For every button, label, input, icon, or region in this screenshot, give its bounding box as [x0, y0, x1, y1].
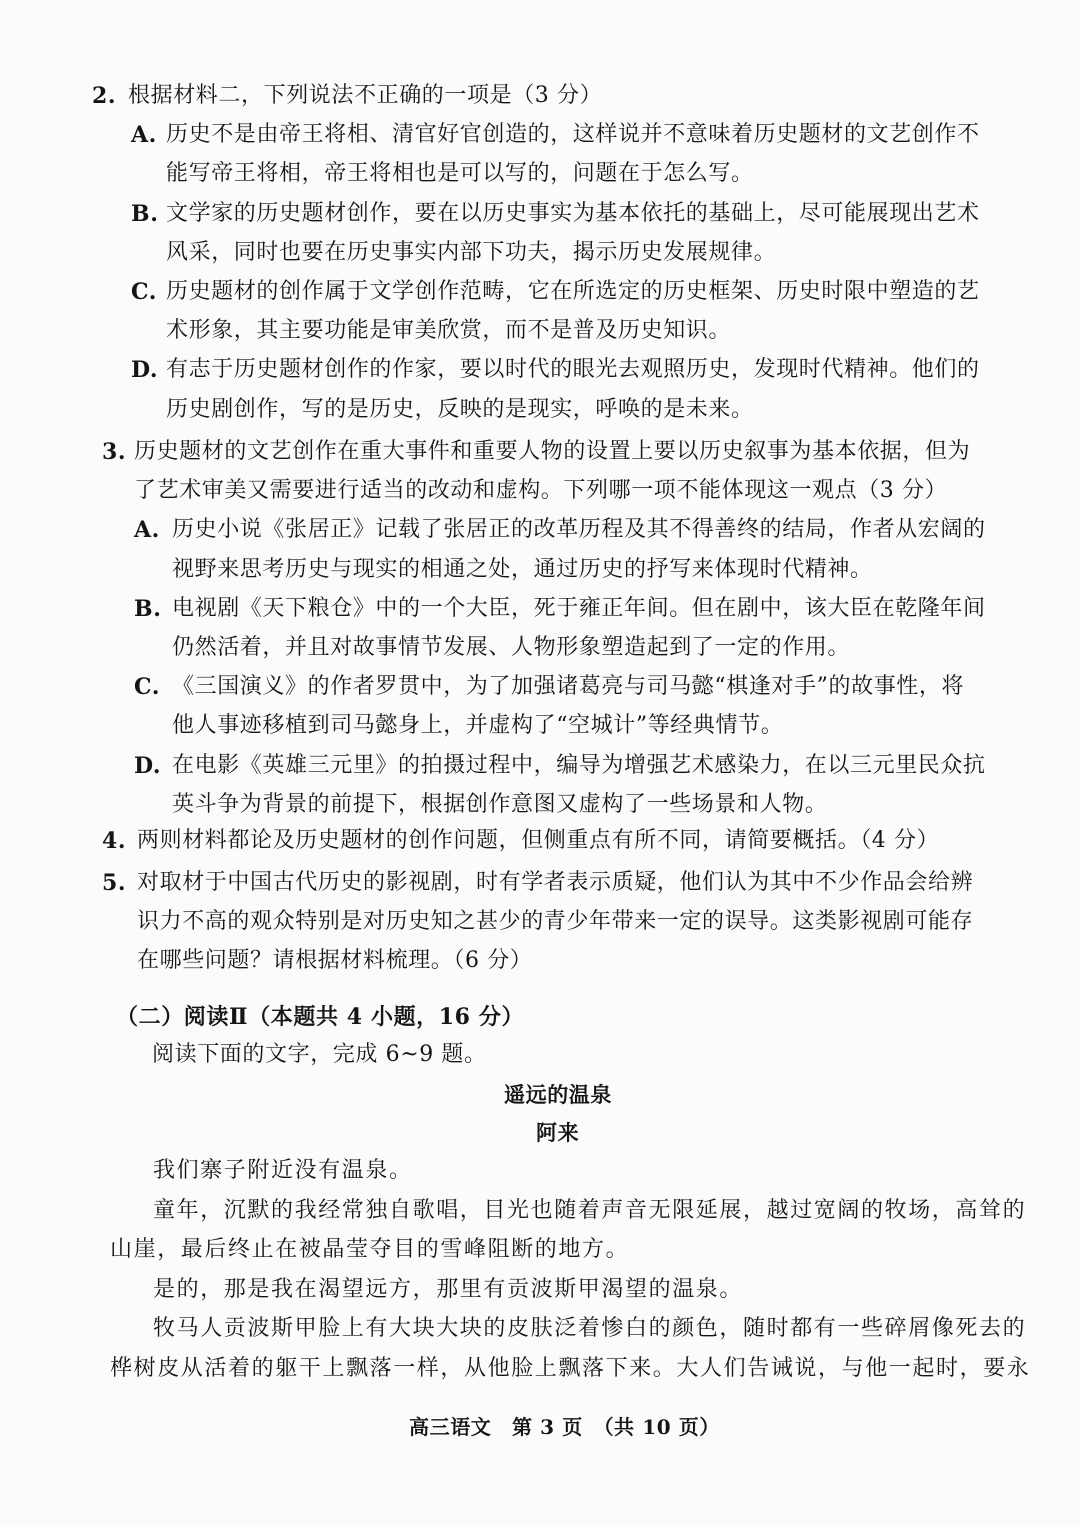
option-text-line: 历史剧创作，写的是历史，反映的是现实，呼唤的是未来。	[166, 396, 754, 422]
passage-line: 山崖，最后终止在被晶莹夺目的雪峰阻断的地方。	[110, 1237, 630, 1262]
option-text-line: 视野来思考历史与现实的相通之处，通过历史的抒写来体现时代精神。	[172, 556, 873, 582]
question-stem-line: 根据材料二，下列说法不正确的一项是（3 分）	[128, 83, 603, 108]
question-stem-line: 识力不高的观众特别是对历史知之甚少的青少年带来一定的误导。这类影视剧可能存	[137, 909, 974, 935]
option-text-line: 电视剧《天下粮仓》中的一个大臣，死于雍正年间。但在剧中，该大臣在乾隆年间	[172, 595, 986, 621]
option-text-line: 能写帝王将相，帝王将相也是可以写的，问题在于怎么写。	[166, 161, 754, 187]
option-letter: C.	[131, 279, 157, 305]
option-text-line: 风采，同时也要在历史事实内部下功夫，揭示历史发展规律。	[166, 239, 777, 265]
option-text-line: 历史不是由帝王将相、清官好官创造的，这样说并不意味着历史题材的文艺创作不	[166, 122, 980, 148]
option-letter: B.	[134, 595, 162, 622]
question-number: 2.	[92, 83, 117, 109]
option-text-line: 历史题材的创作属于文学创作范畴，它在所选定的历史框架、历史时限中塑造的艺	[166, 279, 980, 304]
question-stem-line: 了艺术审美又需要进行适当的改动和虚构。下列哪一项不能体现这一观点（3 分）	[134, 478, 948, 504]
passage-title: 遥远的温泉	[504, 1082, 612, 1107]
passage-line: 桦树皮从活着的躯干上飘落一样，从他脸上飘落下来。大人们告诫说，与他一起时，要永	[110, 1355, 1031, 1381]
question-stem-line: 对取材于中国古代历史的影视剧，时有学者表示质疑，他们认为其中不少作品会给辨	[137, 870, 974, 895]
passage-line: 牧马人贡波斯甲脸上有大块大块的皮肤泛着惨白的颜色，随时都有一些碎屑像死去的	[153, 1316, 1027, 1341]
option-letter: D.	[134, 752, 162, 779]
option-text-line: 英斗争为背景的前提下，根据创作意图又虚构了一些场景和人物。	[172, 791, 828, 817]
page-footer: 高三语文 第 3 页 （共 10 页）	[409, 1415, 720, 1439]
question-number: 4.	[102, 828, 127, 854]
section-heading: （二）阅读Ⅱ（本题共 4 小题，16 分）	[116, 1004, 525, 1030]
option-text-line: 《三国演义》的作者罗贯中，为了加强诸葛亮与司马懿“棋逢对手”的故事性，将	[172, 674, 965, 700]
option-text-line: 有志于历史题材创作的作家，要以时代的眼光去观照历史，发现时代精神。他们的	[166, 357, 980, 383]
question-number: 5.	[102, 870, 127, 896]
option-text-line: 文学家的历史题材创作，要在以历史事实为基本依托的基础上，尽可能展现出艺术	[166, 200, 980, 226]
option-letter: C.	[134, 674, 160, 701]
passage-line: 我们寨子附近没有温泉。	[153, 1158, 413, 1183]
section-instruction: 阅读下面的文字，完成 6~9 题。	[152, 1042, 487, 1067]
question-stem-line: 在哪些问题？请根据材料梳理。（6 分）	[137, 948, 533, 974]
option-text-line: 术形象，其主要功能是审美欣赏，而不是普及历史知识。	[166, 318, 732, 344]
passage-line: 童年，沉默的我经常独自歌唱，目光也随着声音无限延展，越过宽阔的牧场，高耸的	[153, 1197, 1027, 1223]
question-stem-line: 两则材料都论及历史题材的创作问题，但侧重点有所不同，请简要概括。（4 分）	[137, 828, 940, 853]
option-letter: D.	[131, 357, 159, 384]
question-number: 3.	[102, 439, 127, 465]
option-letter: A.	[131, 122, 157, 149]
option-letter: B.	[131, 200, 159, 227]
option-text-line: 他人事迹移植到司马懿身上，并虚构了“空城计”等经典情节。	[172, 713, 784, 739]
option-text-line: 仍然活着，并且对故事情节发展、人物形象塑造起到了一定的作用。	[172, 635, 851, 660]
question-stem-line: 历史题材的文艺创作在重大事件和重要人物的设置上要以历史叙事为基本依据，但为	[134, 439, 971, 464]
option-text-line: 历史小说《张居正》记载了张居正的改革历程及其不得善终的结局，作者从宏阔的	[172, 517, 986, 543]
option-text-line: 在电影《英雄三元里》的拍摄过程中，编导为增强艺术感染力，在以三元里民众抗	[172, 752, 986, 778]
passage-line: 是的，那是我在渴望远方，那里有贡波斯甲渴望的温泉。	[153, 1276, 744, 1302]
option-letter: A.	[134, 517, 160, 544]
passage-author: 阿来	[536, 1120, 580, 1145]
